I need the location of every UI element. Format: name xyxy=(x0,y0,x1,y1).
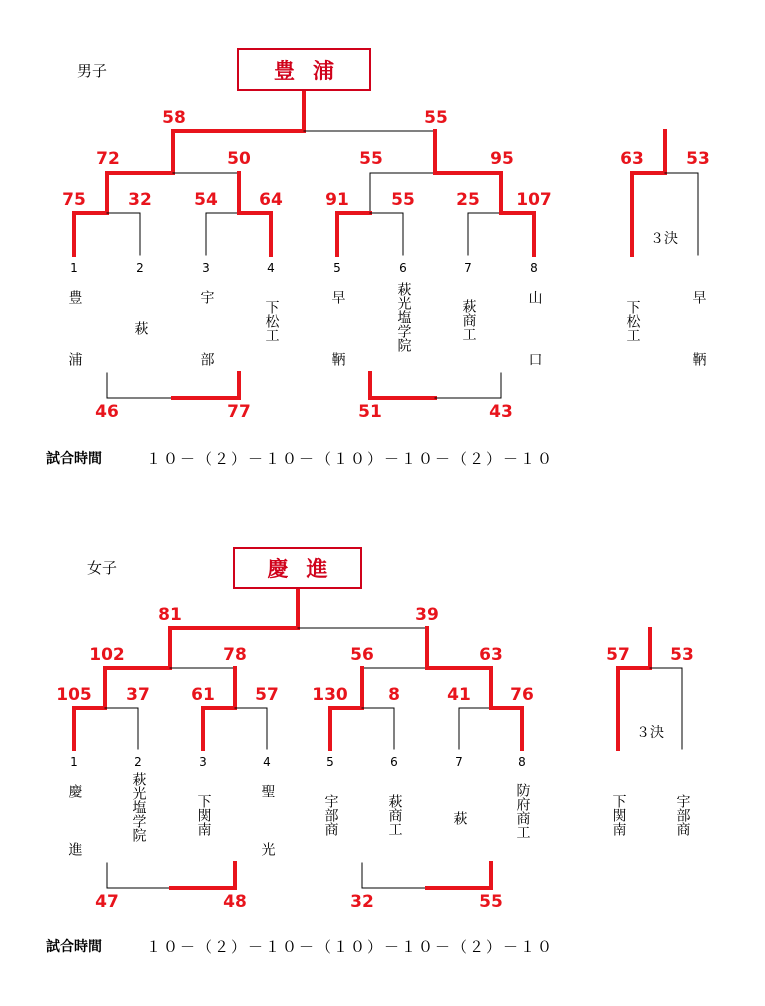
women-time-value: １０－（２）－１０－（１０）－１０－（２）－１０ xyxy=(146,938,555,956)
men-3rd-score: 53 xyxy=(686,149,710,169)
women-qf-score: 61 xyxy=(191,685,215,705)
men-qf-score: 107 xyxy=(516,190,552,210)
men-consolation-score: 77 xyxy=(227,402,251,422)
men-seed-number: 4 xyxy=(267,261,275,275)
men-final-score-right: 55 xyxy=(424,108,448,128)
women-seed-number: 2 xyxy=(134,755,142,769)
women-seed-number: 4 xyxy=(263,755,271,769)
women-semi-score: 63 xyxy=(479,645,503,665)
men-team-name: 豊浦 xyxy=(66,290,83,366)
men-3rd-team: 早鞆 xyxy=(690,290,707,366)
women-consolation-score: 48 xyxy=(223,892,247,912)
women-seed-number: 1 xyxy=(70,755,78,769)
men-3rd-label: ３決 xyxy=(650,231,678,247)
women-qf-score: 105 xyxy=(56,685,92,705)
women-team-name: 下関南 xyxy=(195,794,212,836)
women-3rd-team: 宇部商 xyxy=(674,794,691,836)
women-qf-score: 8 xyxy=(388,685,400,705)
women-semi-score: 102 xyxy=(89,645,125,665)
men-qf-score: 54 xyxy=(194,190,218,210)
men-final-score-left: 58 xyxy=(162,108,186,128)
women-seed-number: 8 xyxy=(518,755,526,769)
women-3rd-team: 下関南 xyxy=(610,794,627,836)
women-team-name: 聖光 xyxy=(259,784,276,856)
women-time-label: 試合時間 xyxy=(46,939,102,955)
women-consolation-score: 47 xyxy=(95,892,119,912)
women-consolation-score: 32 xyxy=(350,892,374,912)
men-time-label: 試合時間 xyxy=(46,451,102,467)
men-qf-score: 55 xyxy=(391,190,415,210)
women-qf-score: 76 xyxy=(510,685,534,705)
women-seed-number: 7 xyxy=(455,755,463,769)
men-qf-score: 64 xyxy=(259,190,283,210)
men-seed-number: 3 xyxy=(202,261,210,275)
women-final-score-left: 81 xyxy=(158,605,182,625)
women-semi-score: 78 xyxy=(223,645,247,665)
men-seed-number: 8 xyxy=(530,261,538,275)
men-time-value: １０－（２）－１０－（１０）－１０－（２）－１０ xyxy=(146,450,555,468)
women-seed-number: 5 xyxy=(326,755,334,769)
men-team-name: 早鞆 xyxy=(329,290,346,366)
women-section-label: 女子 xyxy=(87,559,118,577)
men-team-name: 萩 xyxy=(132,321,149,335)
women-team-name: 宇部商 xyxy=(322,794,339,836)
women-consolation-score: 55 xyxy=(479,892,503,912)
women-3rd-score: 53 xyxy=(670,645,694,665)
women-3rd-label: ３決 xyxy=(636,725,664,741)
men-team-name: 萩商工 xyxy=(460,299,477,341)
men-consolation-score: 51 xyxy=(358,402,382,422)
women-team-name: 慶進 xyxy=(66,784,83,856)
men-consolation-score: 46 xyxy=(95,402,119,422)
men-3rd-score: 63 xyxy=(620,149,644,169)
men-semi-score: 72 xyxy=(96,149,120,169)
men-semi-score: 50 xyxy=(227,149,251,169)
men-seed-number: 1 xyxy=(70,261,78,275)
women-seed-number: 6 xyxy=(390,755,398,769)
men-seed-number: 6 xyxy=(399,261,407,275)
men-seed-number: 5 xyxy=(333,261,341,275)
men-seed-number: 7 xyxy=(464,261,472,275)
women-qf-score: 130 xyxy=(312,685,348,705)
women-3rd-score: 57 xyxy=(606,645,630,665)
men-consolation-score: 43 xyxy=(489,402,513,422)
women-qf-score: 37 xyxy=(126,685,150,705)
women-final-score-right: 39 xyxy=(415,605,439,625)
men-3rd-team: 下松工 xyxy=(624,300,641,342)
men-seed-number: 2 xyxy=(136,261,144,275)
women-champion-box: 慶進 xyxy=(233,547,362,589)
men-champion-box: 豊浦 xyxy=(237,48,371,91)
men-team-name: 下松工 xyxy=(263,300,280,342)
women-semi-score: 56 xyxy=(350,645,374,665)
men-qf-score: 25 xyxy=(456,190,480,210)
men-section-label: 男子 xyxy=(77,62,108,80)
men-qf-score: 32 xyxy=(128,190,152,210)
women-qf-score: 57 xyxy=(255,685,279,705)
women-team-name: 萩商工 xyxy=(386,794,403,836)
men-team-name: 山口 xyxy=(526,290,543,366)
women-team-name: 萩 xyxy=(451,811,468,825)
women-seed-number: 3 xyxy=(199,755,207,769)
men-team-name: 宇部 xyxy=(198,290,215,366)
men-qf-score: 75 xyxy=(62,190,86,210)
men-semi-score: 95 xyxy=(490,149,514,169)
women-team-name: 萩光塩学院 xyxy=(130,772,147,842)
men-semi-score: 55 xyxy=(359,149,383,169)
men-team-name: 萩光塩学院 xyxy=(395,282,412,352)
men-qf-score: 91 xyxy=(325,190,349,210)
women-team-name: 防府商工 xyxy=(514,783,531,839)
women-qf-score: 41 xyxy=(447,685,471,705)
